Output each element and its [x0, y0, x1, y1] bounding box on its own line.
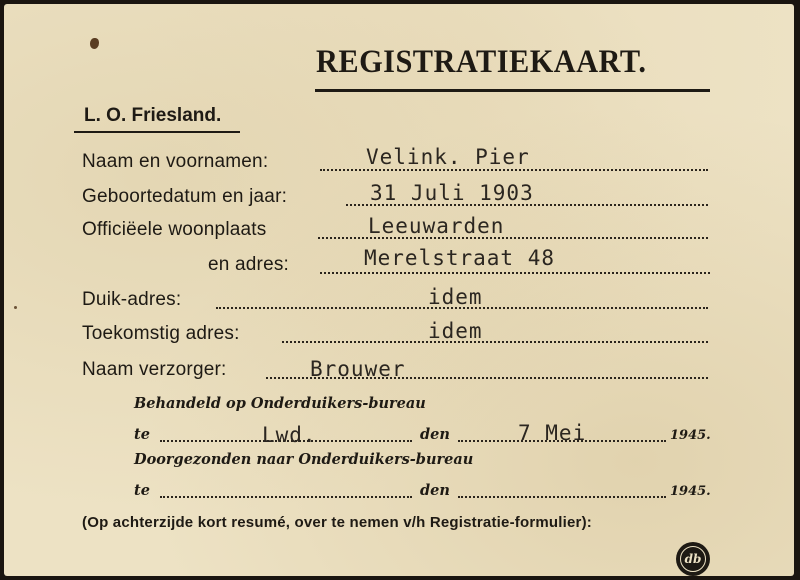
organization-name: L. O. Friesland.	[84, 105, 222, 126]
name-line	[320, 169, 708, 171]
caretaker-value: Brouwer	[310, 357, 406, 381]
name-label: Naam en voornamen:	[82, 151, 269, 172]
printer-mark-text: db	[684, 552, 702, 566]
forwarded-place-label: te	[134, 482, 150, 499]
processed-heading: Behandeld op Onderduikers-bureau	[134, 395, 426, 412]
forwarded-date-label: den	[420, 482, 450, 499]
residence-value: Leeuwarden	[368, 214, 505, 238]
future-address-line	[282, 341, 708, 343]
printer-seal-icon	[676, 542, 710, 576]
forwarded-heading: Doorgezonden naar Onderduikers-bureau	[134, 451, 474, 468]
address-line	[320, 272, 710, 274]
address-value: Merelstraat 48	[364, 246, 556, 270]
birthdate-label: Geboortedatum en jaar:	[82, 186, 288, 207]
footer-note: (Op achterzijde kort resumé, over te nemen v/h Registratie-formulier):	[82, 514, 592, 531]
hiding-address-label: Duik-adres:	[82, 289, 182, 310]
address-label: en adres:	[208, 254, 290, 275]
future-address-label: Toekomstig adres:	[82, 323, 240, 344]
hiding-address-value: idem	[428, 285, 483, 309]
processed-place-value: Lwd.	[262, 423, 317, 447]
title-underline	[315, 89, 710, 92]
forwarded-date-line	[458, 496, 666, 498]
registration-card	[4, 4, 794, 576]
printer-seal-graphic	[676, 542, 710, 576]
ink-stain	[90, 38, 99, 49]
birthdate-value: 31 Juli 1903	[370, 181, 534, 205]
name-value: Velink. Pier	[366, 145, 530, 169]
caretaker-label: Naam verzorger:	[82, 359, 227, 380]
organization-underline	[74, 131, 240, 133]
processed-place-label: te	[134, 426, 150, 443]
forwarded-place-line	[160, 496, 412, 498]
residence-label: Officiëele woonplaats	[82, 219, 267, 240]
forwarded-year: 1945.	[670, 484, 711, 499]
processed-date-label: den	[420, 426, 450, 443]
processed-date-value: 7 Mei	[518, 421, 587, 445]
processed-year: 1945.	[670, 428, 711, 443]
card-title: REGISTRATIEKAART.	[316, 44, 647, 80]
ink-speck	[14, 306, 17, 309]
future-address-value: idem	[428, 319, 483, 343]
